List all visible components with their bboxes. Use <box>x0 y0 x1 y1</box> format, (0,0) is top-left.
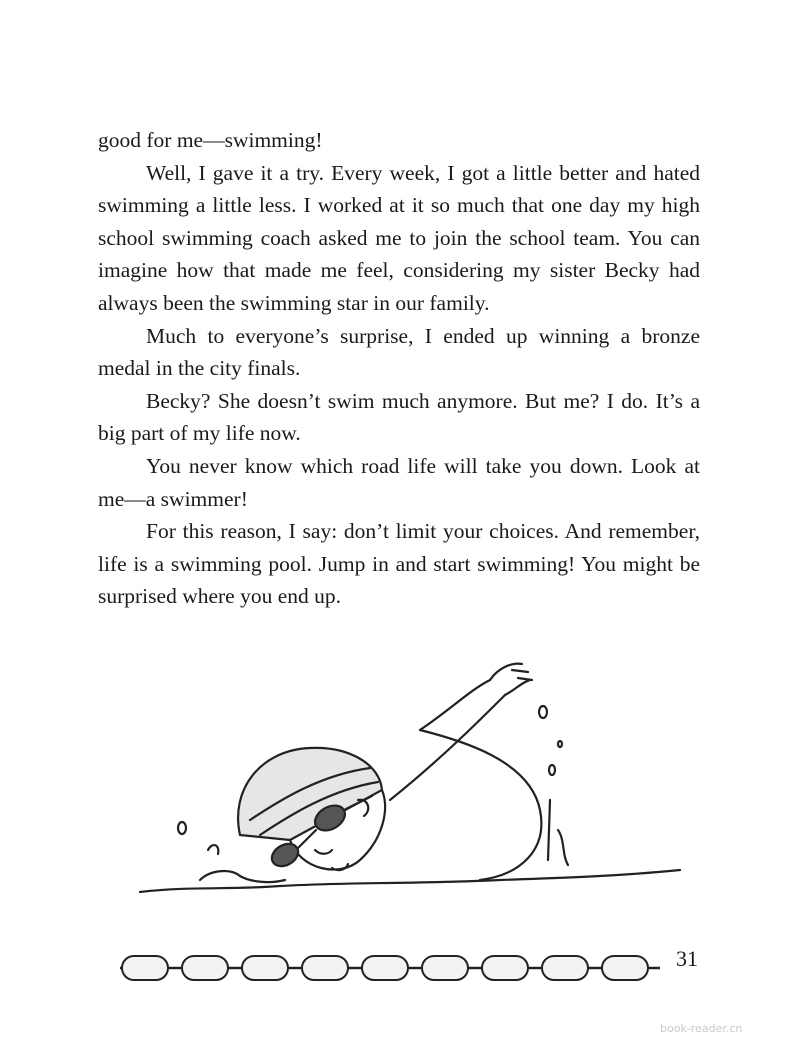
rope-float <box>542 956 588 980</box>
paragraph-3: Much to everyone’s surprise, I ended up winning a bronze medal in the city finals. <box>98 323 700 381</box>
paragraph-5: You never know which road life will take you down. Look at me—a swimmer! <box>98 453 700 511</box>
paragraph-6: For this reason, I say: don’t limit your choices. And remember, life is a swimming pool. Jump in and start swimming! You might be surprised where you end up. <box>98 519 700 609</box>
rope-float <box>242 956 288 980</box>
body-text <box>98 124 700 613</box>
goggles-lens-left <box>268 839 302 870</box>
paragraph-4: Becky? She doesn’t swim much anymore. But me? I do. It’s a big part of my life now. <box>98 388 700 446</box>
rope-float <box>182 956 228 980</box>
forward-hand <box>200 871 285 882</box>
raised-arm <box>420 680 490 730</box>
page-number: 31 <box>676 946 698 971</box>
swim-cap <box>238 748 382 840</box>
rope-float <box>482 956 528 980</box>
rope-float <box>602 956 648 980</box>
paragraph-2: Well, I gave it a try. Every week, I got a little better and hated swimming a little less. I worked at it so much that one day my high school swimming coach asked me to join the school team. You can imagine how that made me feel, considering my sister Becky had always been the swimming star in our family. <box>98 160 700 315</box>
watermark: book-reader.cn <box>660 1022 743 1035</box>
rope-float <box>122 956 168 980</box>
water-line <box>140 870 680 892</box>
swimmer-illustration <box>120 650 720 990</box>
rope-float <box>302 956 348 980</box>
paragraph-1: good for me—swimming! <box>98 128 323 152</box>
hand <box>490 664 532 695</box>
back <box>420 730 541 880</box>
rope-float <box>362 956 408 980</box>
lane-rope <box>120 956 660 980</box>
rope-float <box>422 956 468 980</box>
